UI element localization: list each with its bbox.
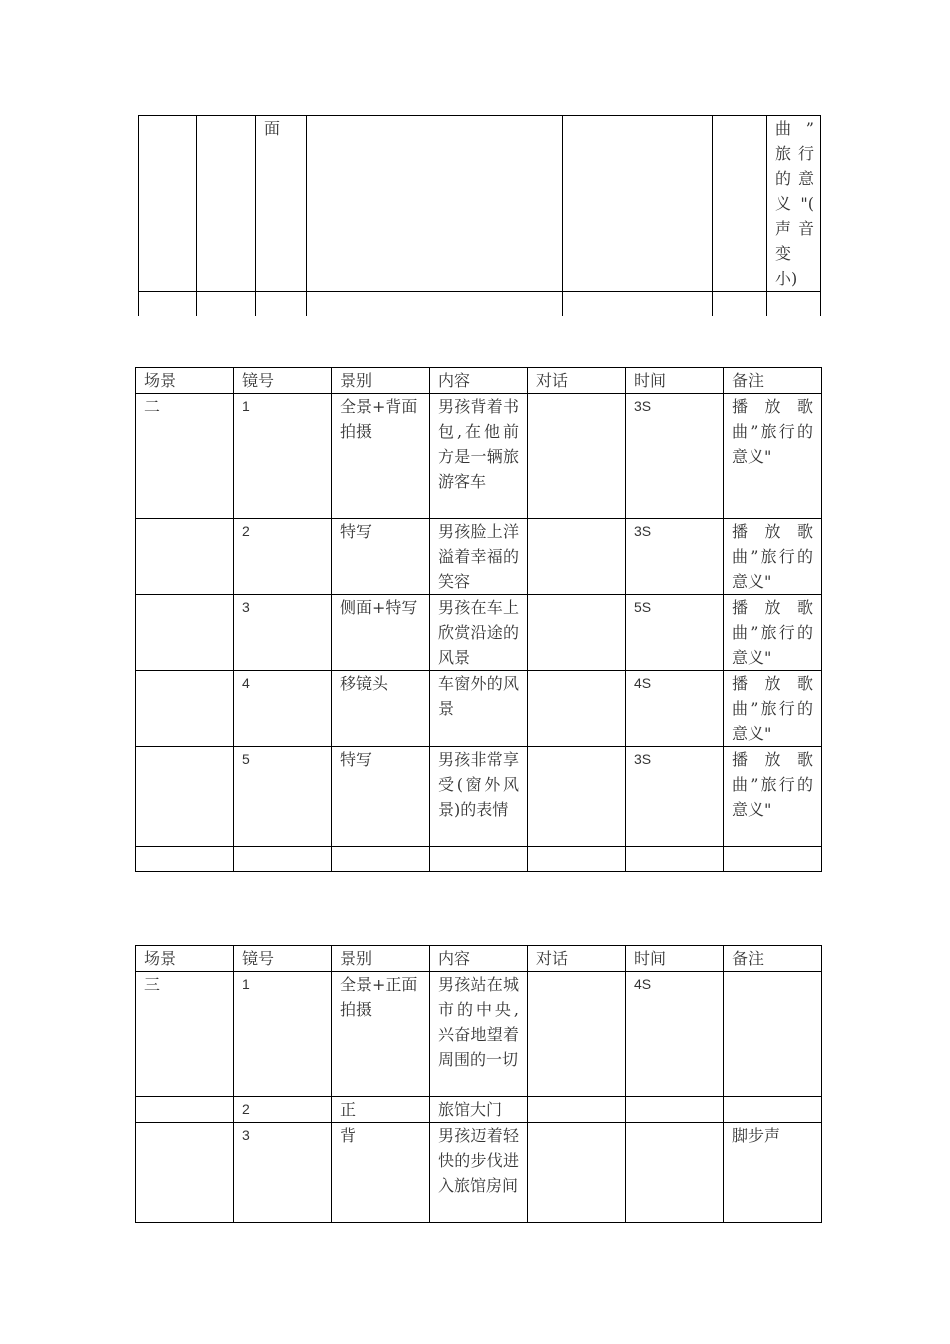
table-row <box>136 972 822 1097</box>
cell-scene: 二 <box>136 394 234 519</box>
header-scene: 场景 <box>136 946 234 972</box>
table-cell <box>139 292 197 317</box>
table-cell <box>430 847 528 872</box>
cell-scene <box>136 519 234 595</box>
table-row <box>136 519 822 595</box>
header-shot-type: 景别 <box>332 368 430 394</box>
cell-time: 3S <box>626 747 724 847</box>
header-scene: 场景 <box>136 368 234 394</box>
cell-scene <box>136 595 234 671</box>
table-cell <box>332 847 430 872</box>
table-cell <box>307 116 563 292</box>
header-shot: 镜号 <box>234 368 332 394</box>
cell-notes: 脚步声 <box>724 1123 822 1223</box>
cell-dialog <box>528 394 626 519</box>
cell-time: 3S <box>626 394 724 519</box>
cell-shot-type: 全景+背面拍摄 <box>332 394 430 519</box>
header-notes: 备注 <box>724 946 822 972</box>
table-cell <box>713 116 767 292</box>
table-row <box>136 671 822 747</box>
cell-time <box>626 1097 724 1123</box>
cell-shot-type: 侧面+特写 <box>332 595 430 671</box>
cell-time: 4S <box>626 671 724 747</box>
continued-table-fragment <box>138 115 821 316</box>
cell-time <box>626 1123 724 1223</box>
cell-time: 3S <box>626 519 724 595</box>
cell-shot: 2 <box>234 519 332 595</box>
cell-content: 男孩脸上洋溢着幸福的笑容 <box>430 519 528 595</box>
cell-scene: 三 <box>136 972 234 1097</box>
table-row <box>136 394 822 519</box>
table-cell <box>307 292 563 317</box>
table-cell <box>626 847 724 872</box>
table-row <box>136 1123 822 1223</box>
cell-shot-type: 特写 <box>332 519 430 595</box>
header-shot-type: 景别 <box>332 946 430 972</box>
cell-dialog <box>528 519 626 595</box>
cell-notes: 播放歌曲”旅行的意义" <box>724 747 822 847</box>
cell-content: 男孩非常享受(窗外风景)的表情 <box>430 747 528 847</box>
cell-content: 男孩在车上欣赏沿途的风景 <box>430 595 528 671</box>
header-notes: 备注 <box>724 368 822 394</box>
table-row-empty <box>136 847 822 872</box>
cell-shot-type: 全景+正面拍摄 <box>332 972 430 1097</box>
cell-content: 男孩背着书包,在他前方是一辆旅游客车 <box>430 394 528 519</box>
cell-shot: 2 <box>234 1097 332 1123</box>
header-content: 内容 <box>430 946 528 972</box>
cell-shot: 1 <box>234 972 332 1097</box>
cell-shot-type: 移镜头 <box>332 671 430 747</box>
cell-shot-type: 正 <box>332 1097 430 1123</box>
cell-scene <box>136 747 234 847</box>
table-cell <box>197 116 256 292</box>
cell-notes: 播放歌曲”旅行的意义" <box>724 671 822 747</box>
cell-dialog <box>528 972 626 1097</box>
table-cell <box>197 292 256 317</box>
table-row <box>136 595 822 671</box>
header-content: 内容 <box>430 368 528 394</box>
cell-shot: 1 <box>234 394 332 519</box>
cell-dialog <box>528 1123 626 1223</box>
table-row <box>139 116 821 292</box>
table-cell <box>139 116 197 292</box>
table-cell: 面 <box>256 116 307 292</box>
cell-content: 男孩迈着轻快的步伐进入旅馆房间 <box>430 1123 528 1223</box>
cell-scene <box>136 1123 234 1223</box>
table-row <box>136 747 822 847</box>
cell-shot: 4 <box>234 671 332 747</box>
header-shot: 镜号 <box>234 946 332 972</box>
cell-dialog <box>528 1097 626 1123</box>
storyboard-table-scene-3 <box>135 945 822 1223</box>
cell-scene <box>136 671 234 747</box>
cell-time: 4S <box>626 972 724 1097</box>
table-header-row <box>136 368 822 394</box>
cell-content: 车窗外的风景 <box>430 671 528 747</box>
table-cell <box>234 847 332 872</box>
header-dialog: 对话 <box>528 946 626 972</box>
table-cell <box>563 292 713 317</box>
table-row <box>136 1097 822 1123</box>
table-cell <box>256 292 307 317</box>
table-row <box>139 292 821 317</box>
header-dialog: 对话 <box>528 368 626 394</box>
cell-notes: 播放歌曲”旅行的意义" <box>724 595 822 671</box>
table-cell <box>528 847 626 872</box>
cell-notes: 播放歌曲”旅行的意义" <box>724 519 822 595</box>
table-cell <box>724 847 822 872</box>
header-time: 时间 <box>626 368 724 394</box>
cell-shot-type: 特写 <box>332 747 430 847</box>
cell-notes <box>724 1097 822 1123</box>
storyboard-table-scene-2 <box>135 367 822 872</box>
table-cell <box>713 292 767 317</box>
cell-time: 5S <box>626 595 724 671</box>
cell-shot-type: 背 <box>332 1123 430 1223</box>
cell-shot: 3 <box>234 1123 332 1223</box>
table-cell <box>563 116 713 292</box>
table-cell <box>767 292 821 317</box>
cell-notes <box>724 972 822 1097</box>
cell-content: 男孩站在城市的中央,兴奋地望着周围的一切 <box>430 972 528 1097</box>
cell-content: 旅馆大门 <box>430 1097 528 1123</box>
cell-dialog <box>528 671 626 747</box>
cell-dialog <box>528 595 626 671</box>
cell-dialog <box>528 747 626 847</box>
cell-shot: 5 <box>234 747 332 847</box>
cell-notes: 播放歌曲”旅行的意义" <box>724 394 822 519</box>
cell-scene <box>136 1097 234 1123</box>
table-cell <box>136 847 234 872</box>
cell-shot: 3 <box>234 595 332 671</box>
header-time: 时间 <box>626 946 724 972</box>
table-cell-notes: 曲 ” 旅行 的意 义 "( 声 音变 小) <box>767 116 821 292</box>
table-header-row <box>136 946 822 972</box>
